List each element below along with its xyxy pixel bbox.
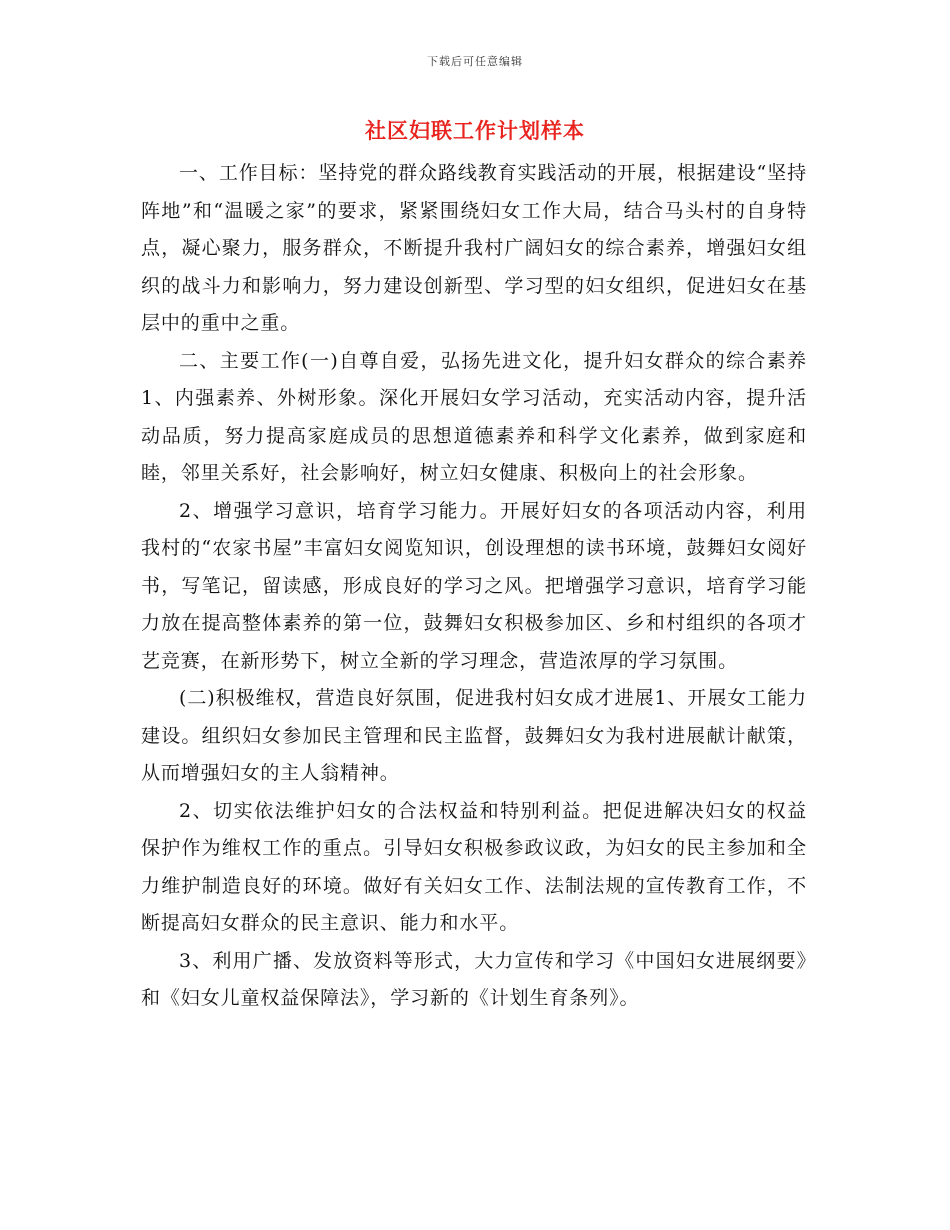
paragraph-legal-rights: 2、切实依法维护妇女的合法权益和特别利益。把促进解决妇女的权益保护作为维权工作的重点。引导妇女积极参政议政，为妇女的民主参加和全力维护制造良好的环境。做好有关妇女工作、法制法规的宣传教育工作，不断提高妇女群众的民主意识、能力和水平。	[141, 799, 807, 934]
document-title: 社区妇联工作计划样本	[365, 118, 585, 143]
paragraph-rights: (二)积极维权，营造良好氛围，促进我村妇女成才进展1、开展女工能力建设。组织妇女参加民主管理和民主监督，鼓舞妇女为我村进展献计献策，从而增强妇女的主人翁精神。	[141, 687, 807, 784]
paragraph-publicity: 3、利用广播、发放资料等形式，大力宣传和学习《中国妇女进展纲要》和《妇女儿童权益保障法》，学习新的《计划生育条列》。	[141, 949, 807, 1009]
paragraph-learning: 2、增强学习意识，培育学习能力。开展好妇女的各项活动内容，利用我村的“农家书屋”丰富妇女阅览知识，创设理想的读书环境，鼓舞妇女阅好书，写笔记，留读感，形成良好的学习之风。把增强学习意识，培育学习能力放在提高整体素养的第一位，鼓舞妇女积极参加区、乡和村组织的各项才艺竞赛，在新形势下，树立全新的学习理念，营造浓厚的学习氛围。	[141, 499, 807, 672]
document-body	[141, 155, 807, 1018]
paragraph-goal: 一、工作目标：坚持党的群众路线教育实践活动的开展，根据建设“坚持阵地”和“温暖之家”的要求，紧紧围绕妇女工作大局，结合马头村的自身特点，凝心聚力，服务群众，不断提升我村广阔妇女的综合素养，增强妇女组织的战斗力和影响力，努力建设创新型、学习型的妇女组织，促进妇女在基层中的重中之重。	[141, 162, 807, 334]
paragraph-main-work: 二、主要工作(一)自尊自爱，弘扬先进文化，提升妇女群众的综合素养1、内强素养、外树形象。深化开展妇女学习活动，充实活动内容，提升活动品质，努力提高家庭成员的思想道德素养和科学文化素养，做到家庭和睦，邻里关系好，社会影响好，树立妇女健康、积极向上的社会形象。	[141, 349, 807, 484]
header-note: 下载后可任意编辑	[427, 55, 523, 68]
